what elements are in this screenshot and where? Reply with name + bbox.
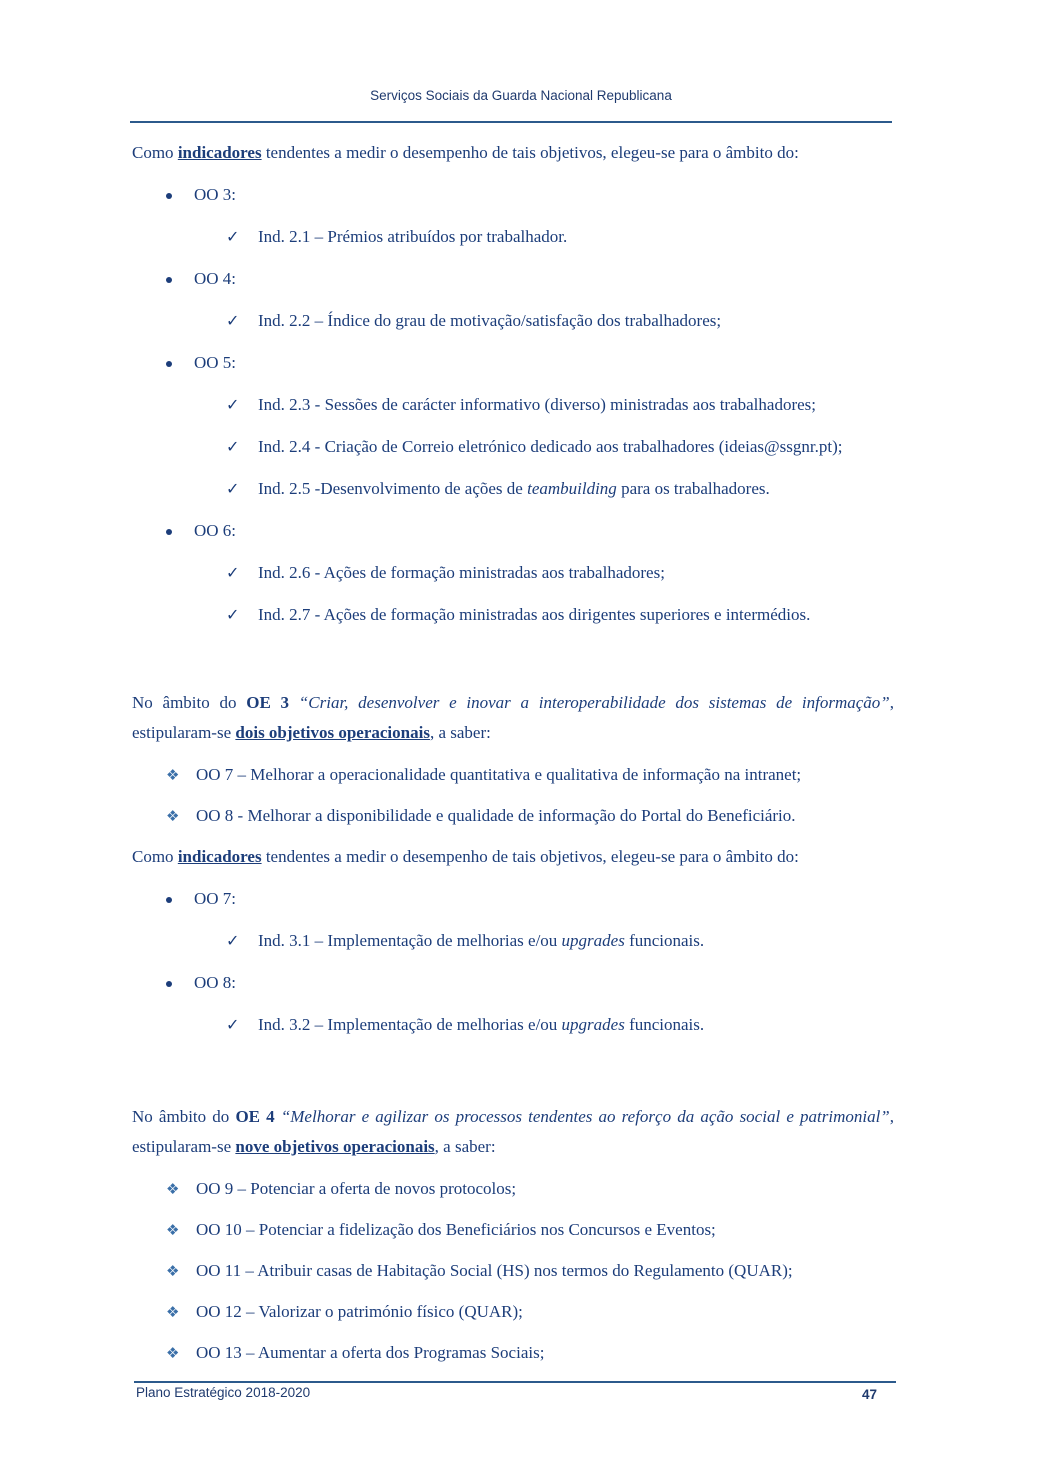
indicator-text: Ind. 2.4 - Criação de Correio eletrónico dedicado aos trabalhadores (ideias@ssgnr.pt); <box>258 437 843 456</box>
objective-text: OO 9 – Potenciar a oferta de novos protocolos; <box>196 1179 517 1198</box>
intro-underlined: indicadores <box>177 143 262 162</box>
objective-list-2 <box>132 760 894 831</box>
bullet-icon <box>166 277 172 283</box>
objective-text: OO 7 – Melhorar a operacionalidade quantitativa e qualitativa de informação na intranet; <box>196 765 802 784</box>
indicator-text: para os trabalhadores. <box>616 479 770 498</box>
group-oo5 <box>132 348 894 378</box>
indicators-intro-2 <box>132 842 894 872</box>
group-label: OO 7: <box>194 889 237 908</box>
page-content <box>132 138 894 1379</box>
group-oo6 <box>132 516 894 546</box>
objective-item <box>132 760 894 790</box>
indicator-italic: upgrades <box>561 1015 625 1034</box>
objective-text: OO 12 – Valorizar o património físico (QUAR); <box>196 1302 523 1321</box>
oe3-paragraph <box>132 688 894 748</box>
group-oo4 <box>132 264 894 294</box>
indicator-text: Ind. 2.5 -Desenvolvimento de ações de <box>258 479 528 498</box>
indicator-list-1 <box>132 180 894 630</box>
paragraph-italic: “Criar, desenvolver e inovar a interoperabilidade dos sistemas de informação” <box>289 693 890 712</box>
group-label: OO 6: <box>194 521 237 540</box>
page-header: Serviços Sociais da Guarda Nacional Republicana <box>370 88 672 103</box>
objective-text: OO 8 - Melhorar a disponibilidade e qualidade de informação do Portal do Beneficiário. <box>196 806 796 825</box>
diamond-bullet-icon: ❖ <box>166 1262 180 1280</box>
checkmark-icon: ✓ <box>226 227 240 246</box>
spacer <box>132 642 894 688</box>
paragraph-bold: OE 3 <box>246 693 290 712</box>
paragraph-text: , estipularam-se <box>132 1107 895 1156</box>
diamond-bullet-icon: ❖ <box>166 766 180 784</box>
bullet-icon <box>166 897 172 903</box>
indicator-text: funcionais. <box>624 1015 705 1034</box>
paragraph-underlined: nove objetivos operacionais <box>235 1137 435 1156</box>
paragraph-text: , a saber: <box>429 723 491 742</box>
objective-list-3 <box>132 1174 894 1368</box>
intro-text: Como <box>132 143 178 162</box>
checkmark-icon: ✓ <box>226 563 240 582</box>
objective-item <box>132 1297 894 1327</box>
checkmark-icon: ✓ <box>226 931 240 950</box>
indicator-item <box>132 558 894 588</box>
indicator-text: Ind. 3.1 – Implementação de melhorias e/ou <box>258 931 562 950</box>
intro-text: tendentes a medir o desempenho de tais objetivos, elegeu-se para o âmbito do: <box>261 143 799 162</box>
indicator-item <box>132 474 894 504</box>
bullet-icon <box>166 193 172 199</box>
indicator-text: Ind. 2.7 - Ações de formação ministradas aos dirigentes superiores e intermédios. <box>258 605 811 624</box>
checkmark-icon: ✓ <box>226 437 240 456</box>
paragraph-text: , a saber: <box>434 1137 496 1156</box>
paragraph-bold: OE 4 <box>235 1107 275 1126</box>
group-label: OO 5: <box>194 353 237 372</box>
paragraph-underlined: dois objetivos operacionais <box>235 723 430 742</box>
indicator-item <box>132 390 894 420</box>
spacer <box>132 1052 894 1102</box>
checkmark-icon: ✓ <box>226 479 240 498</box>
objective-item <box>132 1256 894 1286</box>
indicator-item <box>132 600 894 630</box>
indicator-item <box>132 222 894 252</box>
checkmark-icon: ✓ <box>226 605 240 624</box>
indicator-item <box>132 1010 894 1040</box>
diamond-bullet-icon: ❖ <box>166 1180 180 1198</box>
objective-item <box>132 1174 894 1204</box>
checkmark-icon: ✓ <box>226 395 240 414</box>
group-label: OO 4: <box>194 269 237 288</box>
objective-item <box>132 1338 894 1368</box>
intro-text: Como <box>132 847 178 866</box>
indicator-item <box>132 432 894 462</box>
footer-doc-title: Plano Estratégico 2018-2020 <box>136 1385 311 1400</box>
intro-text: tendentes a medir o desempenho de tais objetivos, elegeu-se para o âmbito do: <box>261 847 799 866</box>
indicator-list-2 <box>132 884 894 1040</box>
header-rule <box>130 121 892 123</box>
indicators-intro-1 <box>132 138 894 168</box>
diamond-bullet-icon: ❖ <box>166 1303 180 1321</box>
diamond-bullet-icon: ❖ <box>166 1221 180 1239</box>
page-number: 47 <box>862 1387 878 1402</box>
footer-rule <box>134 1381 896 1383</box>
indicator-text: Ind. 2.3 - Sessões de carácter informativo (diverso) ministradas aos trabalhadores; <box>258 395 816 414</box>
indicator-text: Ind. 3.2 – Implementação de melhorias e/ou <box>258 1015 562 1034</box>
checkmark-icon: ✓ <box>226 1015 240 1034</box>
paragraph-text: No âmbito do <box>132 1107 236 1126</box>
bullet-icon <box>166 361 172 367</box>
indicator-italic: upgrades <box>561 931 625 950</box>
diamond-bullet-icon: ❖ <box>166 807 180 825</box>
indicator-text: Ind. 2.1 – Prémios atribuídos por trabalhador. <box>258 227 568 246</box>
objective-item <box>132 1215 894 1245</box>
objective-text: OO 11 – Atribuir casas de Habitação Social (HS) nos termos do Regulamento (QUAR); <box>196 1261 793 1280</box>
indicator-text: funcionais. <box>624 931 705 950</box>
indicator-italic: teambuilding <box>527 479 617 498</box>
indicator-item <box>132 926 894 956</box>
intro-underlined: indicadores <box>177 847 262 866</box>
diamond-bullet-icon: ❖ <box>166 1344 180 1362</box>
bullet-icon <box>166 529 172 535</box>
group-oo7 <box>132 884 894 914</box>
group-oo3 <box>132 180 894 210</box>
objective-text: OO 10 – Potenciar a fidelização dos Beneficiários nos Concursos e Eventos; <box>196 1220 716 1239</box>
group-label: OO 8: <box>194 973 237 992</box>
indicator-text: Ind. 2.2 – Índice do grau de motivação/satisfação dos trabalhadores; <box>258 311 722 330</box>
paragraph-text: No âmbito do <box>132 693 247 712</box>
objective-item <box>132 801 894 831</box>
objective-text: OO 13 – Aumentar a oferta dos Programas Sociais; <box>196 1343 545 1362</box>
bullet-icon <box>166 981 172 987</box>
group-oo8 <box>132 968 894 998</box>
paragraph-italic: “Melhorar e agilizar os processos tendentes ao reforço da ação social e patrimonial” <box>274 1107 890 1126</box>
checkmark-icon: ✓ <box>226 311 240 330</box>
paragraph-text: , estipularam-se <box>132 693 894 742</box>
indicator-item <box>132 306 894 336</box>
indicator-text: Ind. 2.6 - Ações de formação ministradas aos trabalhadores; <box>258 563 665 582</box>
oe4-paragraph <box>132 1102 894 1162</box>
group-label: OO 3: <box>194 185 237 204</box>
